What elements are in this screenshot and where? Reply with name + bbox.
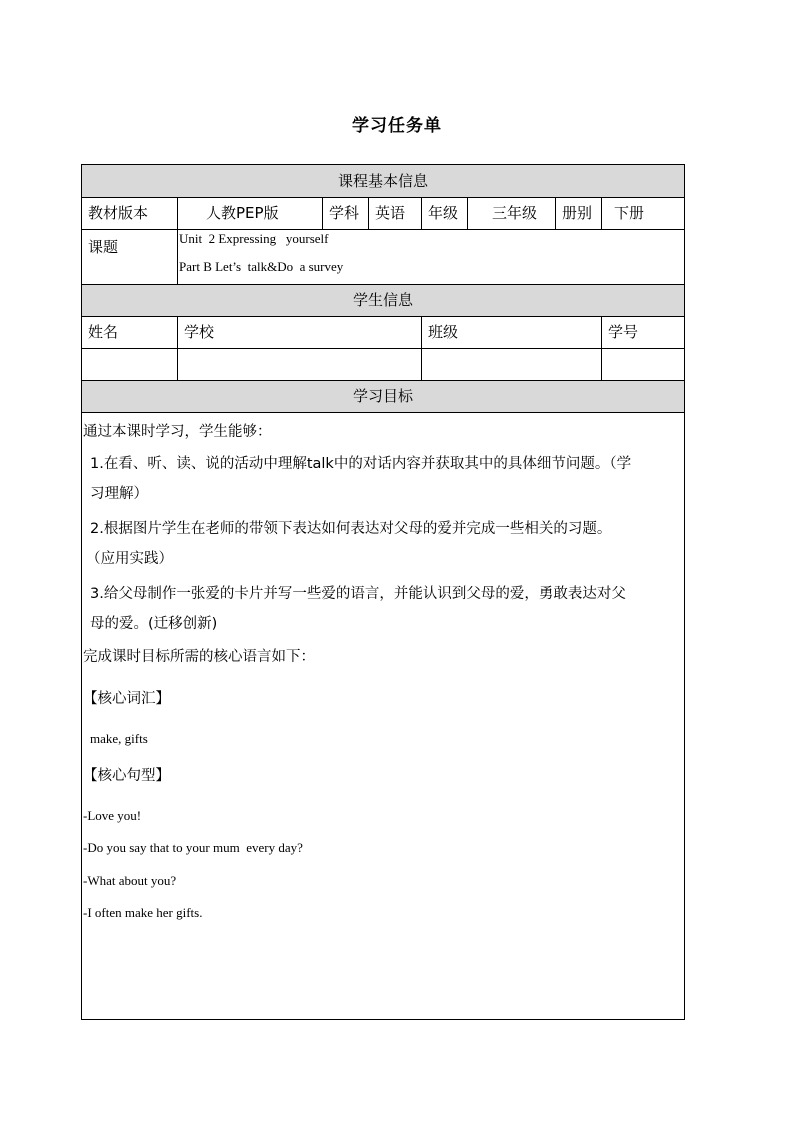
- page-title: 学习任务单: [352, 116, 442, 136]
- sentence-3: -What about you?: [83, 873, 177, 888]
- sentence-1: -Love you!: [83, 808, 142, 823]
- student-number-field[interactable]: [602, 349, 684, 380]
- learning-goals-header: [82, 381, 684, 413]
- class-field[interactable]: [422, 349, 602, 380]
- textbook-value: 人教PEP版: [178, 198, 323, 229]
- learning-goals-header-label: 学习目标: [352, 387, 413, 405]
- student-info-labels-row: [82, 317, 684, 349]
- class-label: 班级: [422, 317, 602, 348]
- textbook-label: 教材版本: [82, 198, 178, 229]
- core-sentences-heading: 【核心句型】: [83, 768, 170, 784]
- volume-label: 册别: [556, 198, 602, 229]
- school-field[interactable]: [178, 349, 422, 380]
- goals-intro: 通过本课时学习，学生能够：: [83, 424, 272, 440]
- core-language-intro: 完成课时目标所需的核心语言如下：: [83, 649, 315, 665]
- goal-1-line-1: 1.在看、听、读、说的活动中理解talk中的对话内容并获取其中的具体细节问题。（学: [90, 456, 632, 472]
- student-info-values-row: [82, 349, 684, 381]
- topic-row: [82, 230, 684, 285]
- student-info-header: [82, 285, 684, 317]
- goal-2-line-1: 2.根据图片学生在老师的带领下表达如何表达对父母的爱并完成一些相关的习题。: [90, 521, 612, 537]
- goal-2-line-2: （应用实践）: [86, 551, 173, 567]
- goal-3-line-1: 3.给父母制作一张爱的卡片并写一些爱的语言，并能认识到父母的爱，勇敢表达对父: [90, 586, 626, 602]
- grade-label: 年级: [422, 198, 468, 229]
- topic-value: [178, 230, 684, 284]
- course-info-header-label: 课程基本信息: [337, 172, 428, 190]
- topic-line-part: Part B Let’s talk&Do a survey: [179, 259, 344, 274]
- sentence-4: -I often make her gifts.: [83, 905, 203, 920]
- volume-value: 下册: [614, 204, 645, 222]
- goal-3-line-2: 母的爱。(迁移创新): [90, 616, 218, 632]
- core-vocab-heading: 【核心词汇】: [83, 691, 170, 707]
- topic-label: 课题: [82, 230, 178, 284]
- goal-1-line-2: 习理解）: [90, 486, 148, 502]
- name-label: 姓名: [82, 317, 178, 348]
- course-info-header: [82, 165, 684, 198]
- learning-goals-content: [82, 413, 684, 1019]
- student-info-header-label: 学生信息: [352, 291, 413, 309]
- sentence-2: -Do you say that to your mum every day?: [83, 840, 303, 855]
- core-vocab: make, gifts: [90, 731, 148, 746]
- subject-value: 英语: [369, 198, 422, 229]
- name-field[interactable]: [82, 349, 178, 380]
- grade-value: 三年级: [468, 198, 556, 229]
- course-info-row: [82, 198, 684, 230]
- school-label: 学校: [178, 317, 422, 348]
- student-number-label: 学号: [608, 323, 639, 341]
- task-sheet-table: [81, 164, 685, 1020]
- subject-label: 学科: [323, 198, 369, 229]
- topic-line-unit: Unit 2 Expressing yourself: [179, 231, 329, 246]
